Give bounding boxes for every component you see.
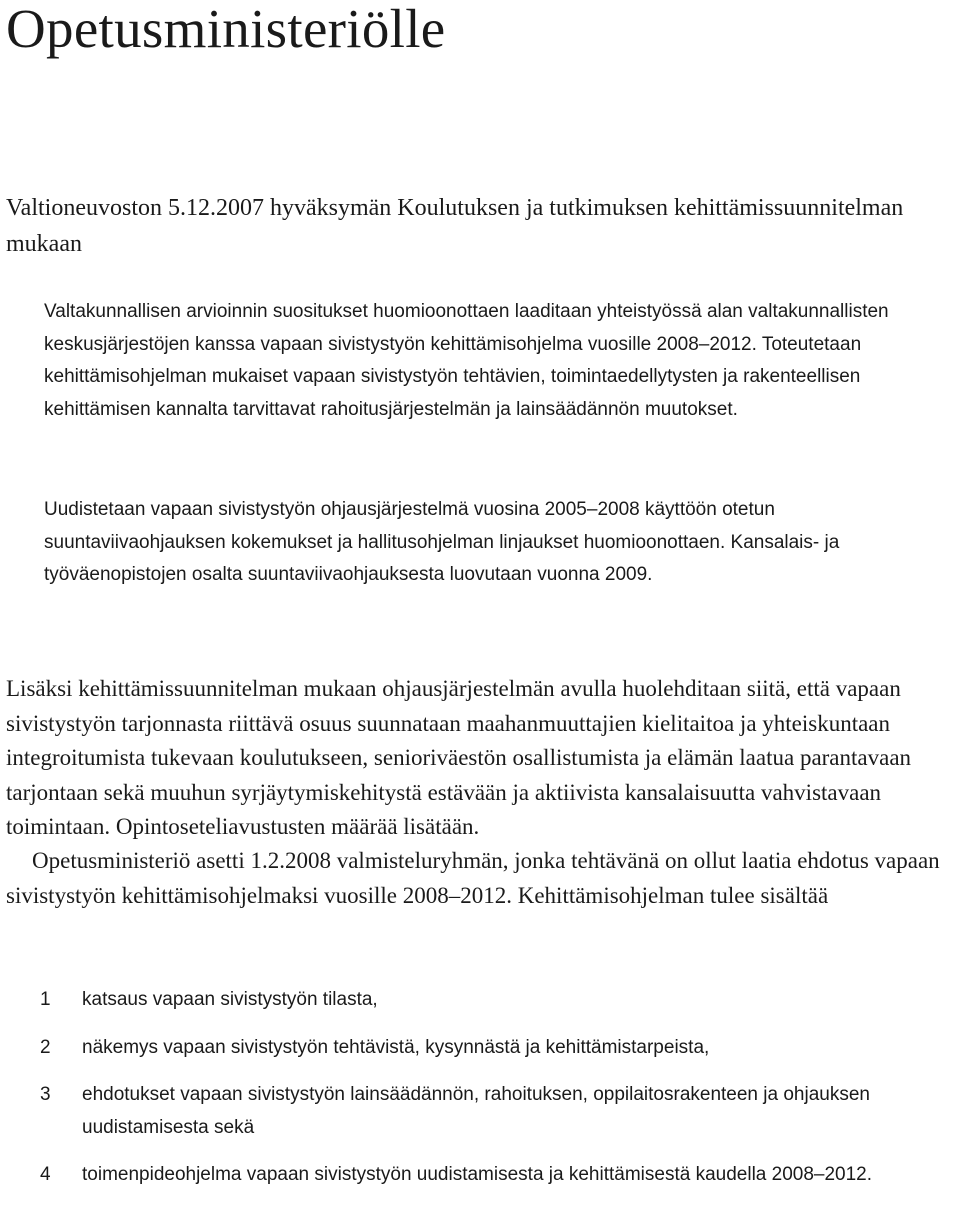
list-number: 4 xyxy=(40,1164,51,1185)
list-item xyxy=(40,984,920,1017)
list-item xyxy=(40,1032,920,1065)
page-title: Opetusministeriölle xyxy=(6,0,446,59)
list-number: 1 xyxy=(40,989,51,1010)
body-paragraph-2: Uudistetaan vapaan sivistystyön ohjausjärjestelmä vuosina 2005–2008 käyttöön otetun suuntaviivaohjauksen kokemukset ja hallitusohjelman linjaukset huomioonottaen. Kansalais- ja työväenopistojen osalta suuntaviivaohjauksesta luovutaan vuonna 2009. xyxy=(44,499,840,585)
lisaksi-paragraph: Lisäksi kehittämissuunnitelman mukaan ohjausjärjestelmän avulla huolehditaan siitä, että vapaan sivistystyön tarjonnasta riittävä osuus suunnataan maahanmuuttajien kielitaitoa ja yhteiskuntaan integroitumista tukevaan koulutukseen, senioriväestön osallistumista ja elämän laatua parantavaan tarjontaan sekä muuhun syrjäytymiskehitystä estävään ja aktiivista kansalaisuutta vahvistavaan toimintaan. Opintoseteliavustusten määrää lisätään. xyxy=(6,676,912,839)
list-text: näkemys vapaan sivistystyön tehtävistä, kysynnästä ja kehittämistarpeista, xyxy=(82,1036,710,1058)
list-item xyxy=(40,1159,920,1192)
list-number: 2 xyxy=(40,1036,51,1058)
intro-paragraph: Valtioneuvoston 5.12.2007 hyväksymän Koulutuksen ja tutkimuksen kehittämissuunnitelman mukaan xyxy=(6,195,904,257)
contents-list xyxy=(40,984,920,1207)
list-text: ehdotukset vapaan sivistystyön lainsäädännön, rahoituksen, oppilaitosrakenteen ja ohjauksen uudistamisesta sekä xyxy=(82,1084,870,1138)
list-text: katsaus vapaan sivistystyön tilasta, xyxy=(82,989,378,1010)
list-item xyxy=(40,1079,920,1144)
list-text: toimenpideohjelma vapaan sivistystyön uudistamisesta ja kehittämisestä kaudella 2008–2012. xyxy=(82,1164,873,1185)
om-asetti-paragraph: Opetusministeriö asetti 1.2.2008 valmisteluryhmän, jonka tehtävänä on ollut laatia ehdotus vapaan sivistystyön kehittämisohjelmaksi vuosille 2008–2012. Kehittämisohjelman tulee sisältää xyxy=(6,848,940,908)
list-number: 3 xyxy=(40,1084,51,1105)
body-paragraph-1: Valtakunnallisen arvioinnin suositukset huomioonottaen laaditaan yhteistyössä alan valtakunnallisten keskusjärjestöjen kanssa vapaan sivistystyön kehittämisohjelma vuosille 2008–2012. Toteutetaan kehittämisohjelman mukaiset vapaan sivistystyön tehtävien, toimintaedellytysten ja rakenteellisen kehittämisen kannalta tarvittavat rahoitusjärjestelmän ja lainsäädännön muutokset. xyxy=(44,301,889,420)
